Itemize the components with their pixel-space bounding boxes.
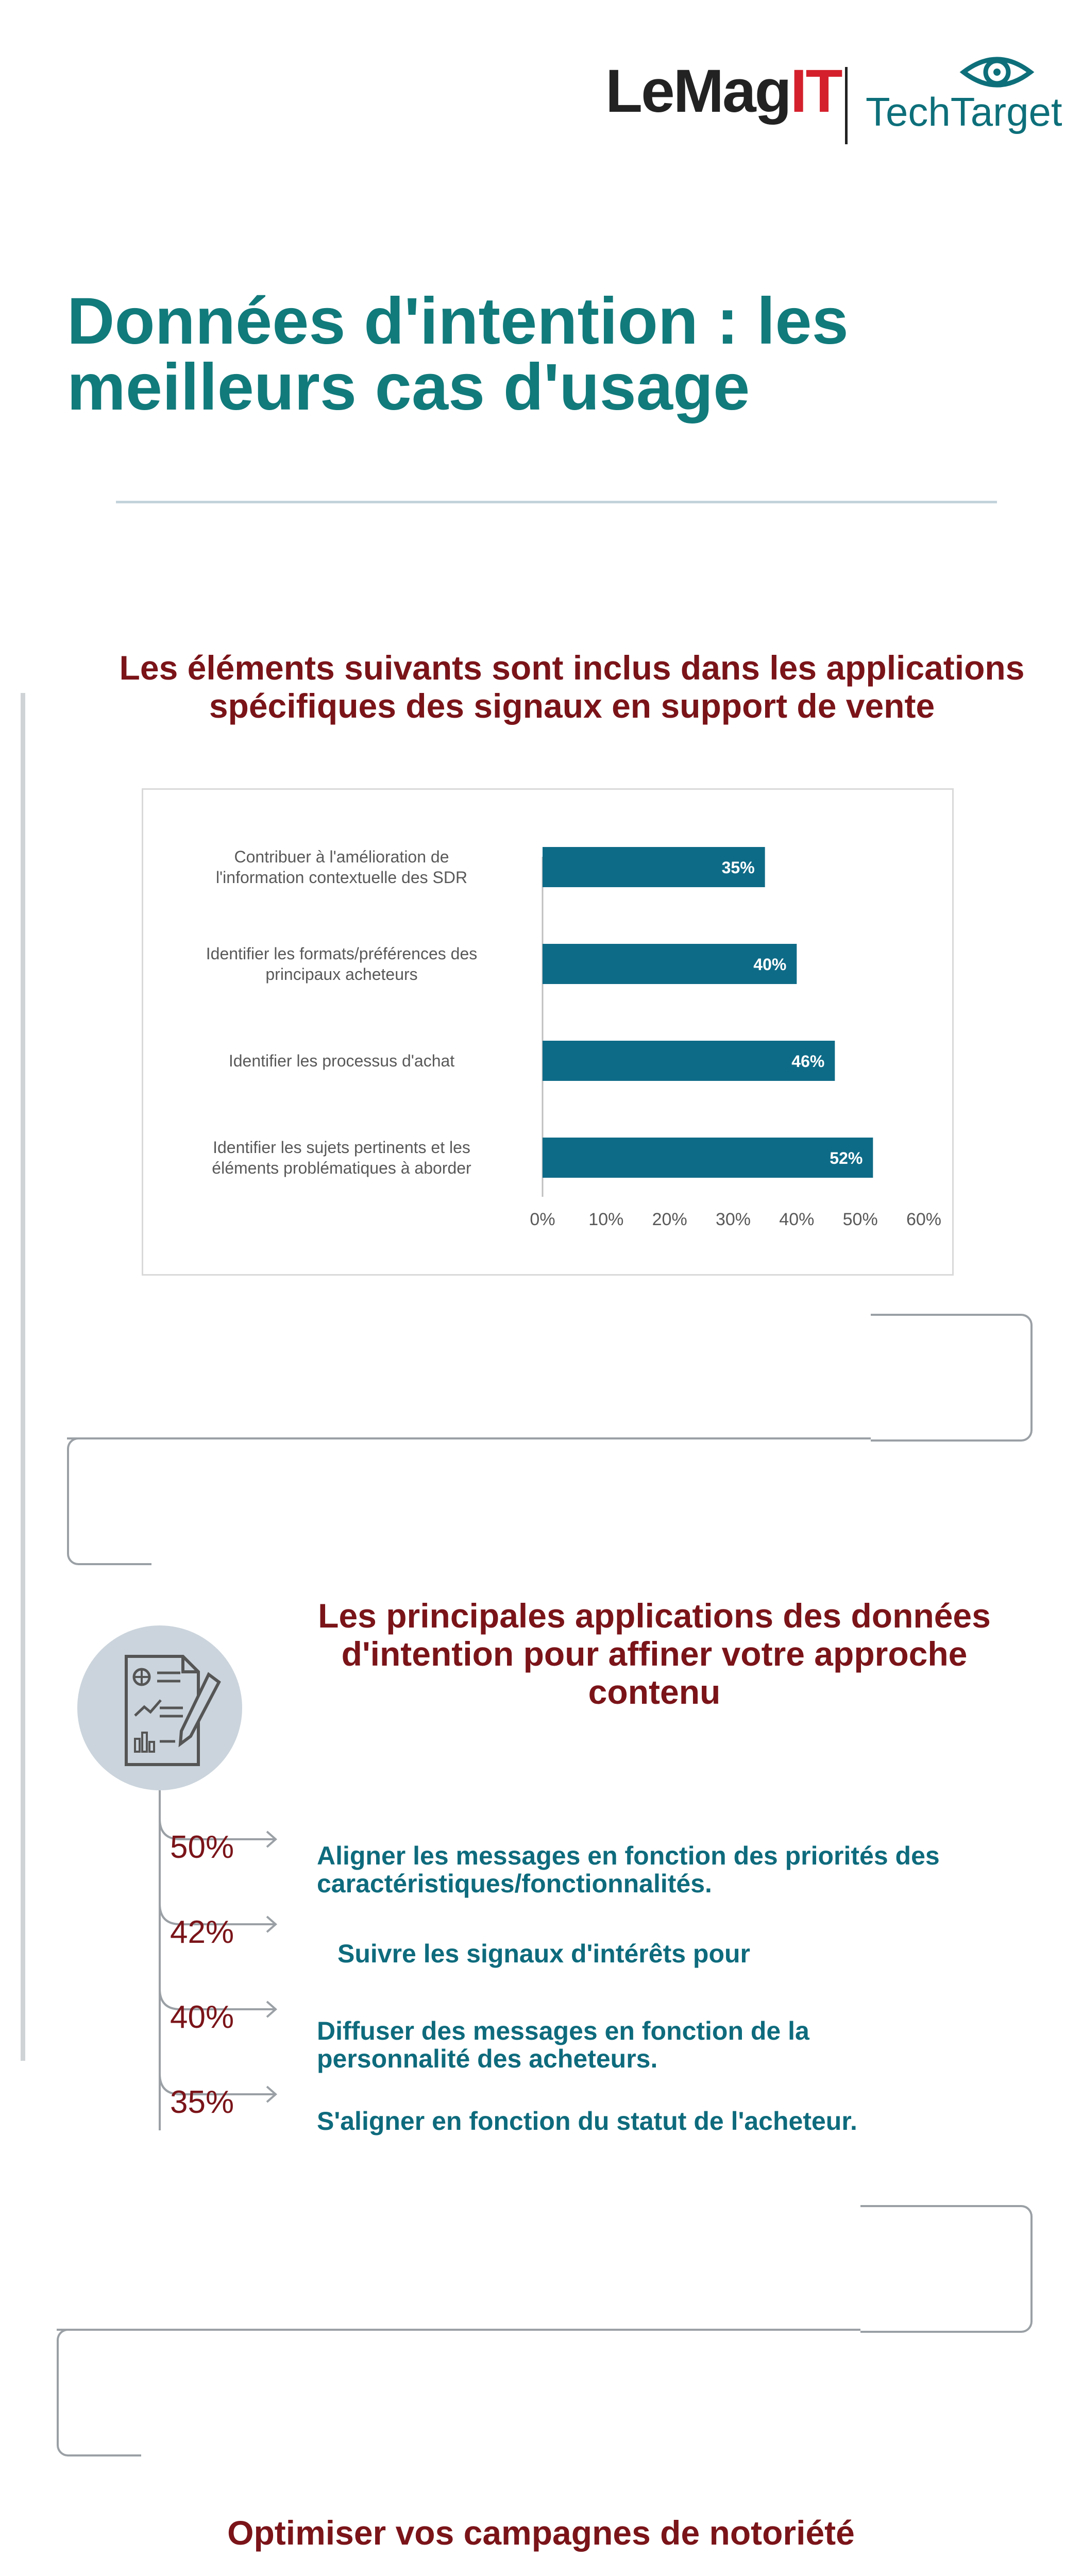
stat-pct-4: 35% [170, 2084, 234, 2120]
connector-left-2 [57, 2329, 141, 2456]
section1-heading: Les éléments suivants sont inclus dans les applications spécifiques des signaux en support de vente [119, 649, 1025, 725]
chart1-value-label-0: 35% [721, 858, 755, 877]
chart1-bar-3 [543, 1138, 873, 1178]
stat-text-2: Suivre les signaux d'intérêts pour [337, 1939, 751, 1968]
chart1-tick-label-0: 0% [530, 1210, 555, 1229]
stat-pct-2: 42% [170, 1914, 234, 1950]
chart1-tick-label-1: 10% [588, 1210, 624, 1229]
chart1-frame [142, 788, 954, 1276]
stat-text-1: Aligner les messages en fonction des priorités des caractéristiques/fonctionnalités. [317, 1841, 940, 1898]
connector-bottom-left-1 [67, 1437, 871, 1439]
logo-divider [845, 67, 848, 144]
chart1-tick-label-4: 40% [779, 1210, 815, 1229]
chart1-tick-label-2: 20% [652, 1210, 687, 1229]
stat-pct-1: 50% [170, 1829, 234, 1865]
connector-bottom-left-2 [57, 2329, 860, 2331]
title-divider [116, 501, 997, 503]
connector-left-1 [67, 1437, 151, 1565]
section2-heading: Les principales applications des données d'intention pour affiner votre approche contenu [318, 1597, 991, 1711]
connector-top-right-1 [871, 1314, 1033, 1442]
stat-text-3: Diffuser des messages en fonction de la personnalité des acheteurs. [317, 2016, 809, 2073]
side-rule [21, 693, 25, 2061]
chart1-category-label-2: Identifier les processus d'achat [228, 1052, 455, 1071]
section3-heading: Optimiser vos campagnes de notoriété [227, 2514, 855, 2552]
stat-text-4: S'aligner en fonction du statut de l'acheteur. [317, 2107, 857, 2136]
lemagit-logo: LeMagIT [605, 57, 841, 125]
chart1-value-label-2: 46% [791, 1052, 825, 1071]
document-analytics-icon [77, 1625, 242, 1790]
chart1-category-label-1: Identifier les formats/préférences des principaux acheteurs [206, 944, 478, 984]
eye-icon [958, 49, 1036, 95]
chart1-bar-2 [543, 1041, 835, 1081]
page-title: Données d'intention : les meilleurs cas d'usage [67, 284, 849, 424]
chart1-tick-label-3: 30% [715, 1210, 751, 1229]
chart1-value-label-3: 52% [830, 1149, 863, 1167]
chart1-category-label-0: Contribuer à l'amélioration de l'information contextuelle des SDR [215, 848, 468, 887]
chart1-tick-label-6: 60% [906, 1210, 942, 1229]
chart1 [143, 790, 952, 1274]
chart1-category-label-3: Identifier les sujets pertinents et les éléments problématiques à aborder [212, 1138, 471, 1178]
connector-top-right-2 [860, 2205, 1033, 2333]
chart1-value-label-1: 40% [753, 955, 787, 974]
stat-pct-3: 40% [170, 1999, 234, 2035]
techtarget-logo: TechTarget [866, 89, 1062, 134]
chart1-tick-label-5: 50% [842, 1210, 878, 1229]
